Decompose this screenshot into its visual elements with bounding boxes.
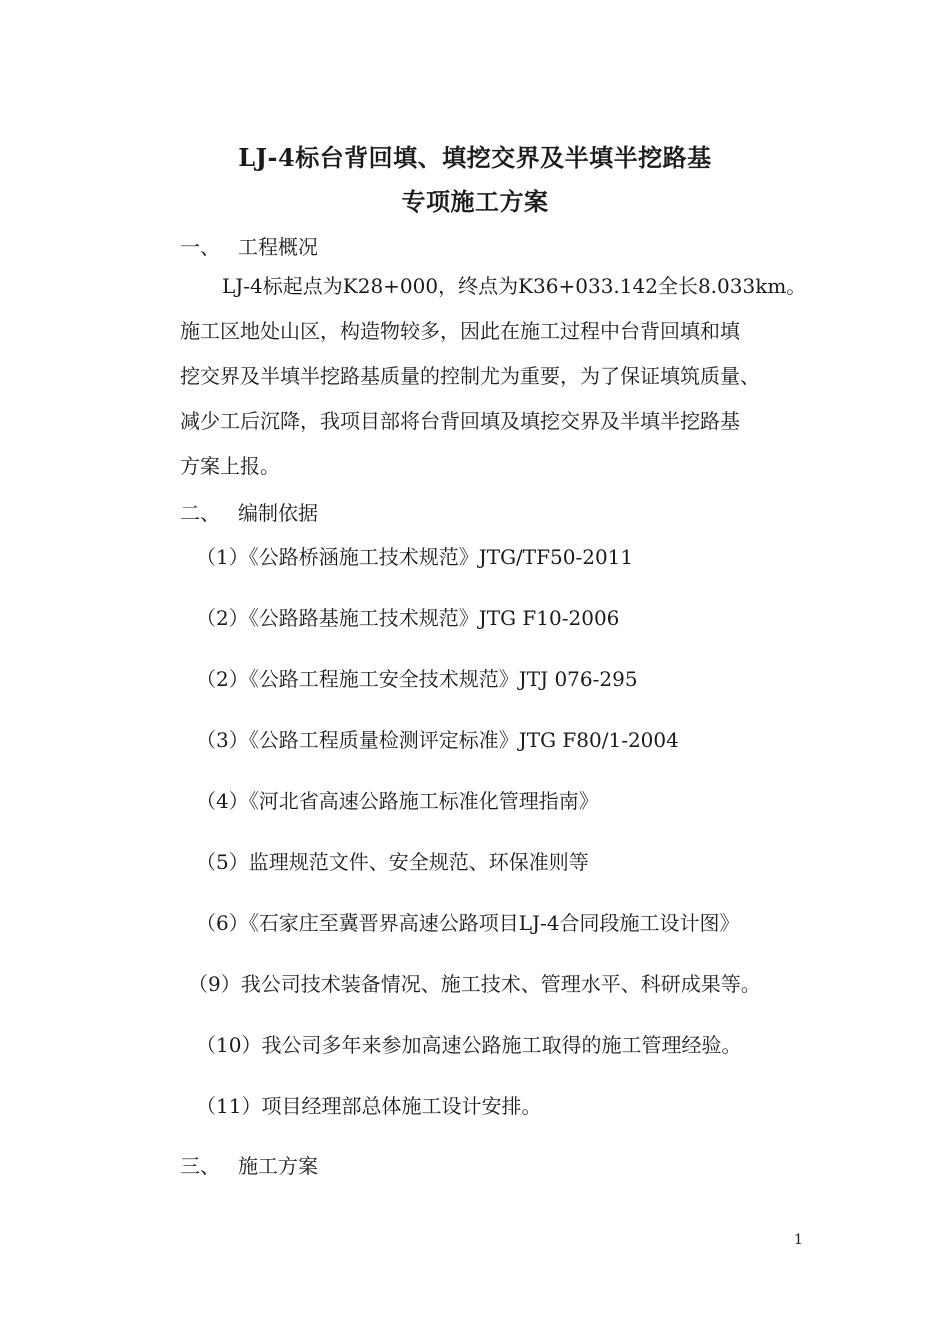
paragraph-line: 挖交界及半填半挖路基质量的控制尤为重要，为了保证填筑质量、: [180, 364, 760, 388]
page-number: 1: [794, 1232, 803, 1248]
paragraph-line: 减少工后沉降，我项目部将台背回填及填挖交界及半填半挖路基: [180, 409, 740, 433]
document-title-line1: LJ-4标台背回填、填挖交界及半填半挖路基: [238, 143, 712, 172]
section-number: 二、: [180, 501, 220, 525]
document-title-line2: 专项施工方案: [401, 187, 549, 216]
reference-item: （1）《公路桥涵施工技术规范》JTG/TF50-2011: [196, 545, 634, 569]
paragraph-line: LJ-4标起点为K28+000，终点为K36+033.142全长8.033km。: [222, 274, 807, 298]
section-title: 施工方案: [238, 1154, 318, 1178]
reference-item: （2）《公路路基施工技术规范》JTG F10-2006: [196, 606, 620, 630]
reference-item: （5）监理规范文件、安全规范、环保准则等: [196, 850, 589, 874]
reference-item: （11）项目经理部总体施工设计安排。: [196, 1094, 542, 1118]
section-heading-overview: [180, 231, 318, 260]
reference-item: （3）《公路工程质量检测评定标准》JTG F80/1-2004: [196, 728, 679, 752]
section-number: 三、: [180, 1154, 220, 1178]
reference-item: （6）《石家庄至冀晋界高速公路项目LJ-4合同段施工设计图》: [196, 911, 740, 935]
reference-item: （10）我公司多年来参加高速公路施工取得的施工管理经验。: [196, 1033, 742, 1057]
section-title: 编制依据: [238, 501, 318, 525]
paragraph-line: 方案上报。: [180, 454, 280, 478]
section-number: 一、: [180, 235, 220, 259]
reference-item: （2）《公路工程施工安全技术规范》JTJ 076-295: [196, 667, 638, 691]
paragraph-line: 施工区地处山区，构造物较多，因此在施工过程中台背回填和填: [180, 319, 740, 343]
section-heading-basis: [180, 497, 318, 526]
section-title: 工程概况: [238, 235, 318, 259]
reference-item: （4）《河北省高速公路施工标准化管理指南》: [196, 789, 599, 813]
section-heading-plan: [180, 1150, 318, 1179]
reference-item: （9）我公司技术装备情况、施工技术、管理水平、科研成果等。: [188, 972, 761, 996]
overview-paragraph: [180, 264, 830, 489]
